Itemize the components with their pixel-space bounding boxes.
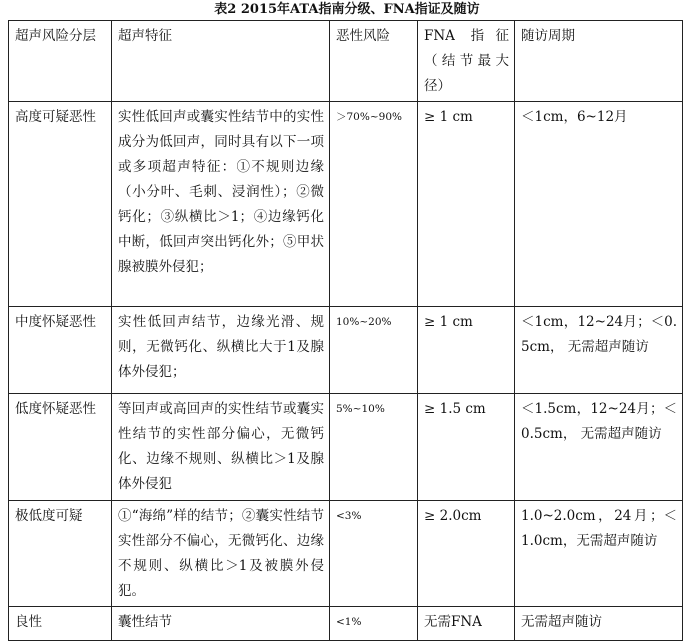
cell-followup: 无需超声随访: [515, 607, 683, 641]
cell-features: 等回声或高回声的实性结节或囊实性结节的实性部分偏心，无微钙化、边缘不规则、纵横比＞1及腺体外侵犯: [112, 394, 330, 501]
ata-guideline-table: [8, 20, 683, 641]
header-followup: 随访周期: [515, 21, 683, 102]
cell-malignancy: <3%: [330, 501, 418, 607]
table-caption: 表2 2015年ATA指南分级、FNA指证及随访: [214, 2, 480, 17]
table-row: [9, 607, 683, 641]
cell-features: ①“海绵”样的结节；②囊实性结节实性部分不偏心，无微钙化、边缘不规则、纵横比＞1及被膜外侵犯。: [112, 501, 330, 607]
cell-malignancy: <1%: [330, 607, 418, 641]
cell-fna: 无需FNA: [418, 607, 515, 641]
header-fna: FNA 指征（结节最大径）: [418, 21, 515, 102]
header-features: 超声特征: [112, 21, 330, 102]
cell-risk-level: 高度可疑恶性: [9, 102, 112, 307]
cell-malignancy: 10%~20%: [330, 307, 418, 394]
header-risk-level: 超声风险分层: [9, 21, 112, 102]
cell-followup: ＜1.5cm，12~24月；＜0.5cm， 无需超声随访: [515, 394, 683, 501]
cell-fna: ≥ 1 cm: [418, 102, 515, 307]
cell-malignancy: ＞70%~90%: [330, 102, 418, 307]
table-row: [9, 394, 683, 501]
cell-risk-level: 中度怀疑恶性: [9, 307, 112, 394]
cell-risk-level: 低度怀疑恶性: [9, 394, 112, 501]
header-malignancy: 恶性风险: [330, 21, 418, 102]
cell-malignancy: 5%~10%: [330, 394, 418, 501]
cell-followup: 1.0~2.0cm，24月；＜1.0cm，无需超声随访: [515, 501, 683, 607]
table-row: [9, 102, 683, 307]
cell-fna: ≥ 1.5 cm: [418, 394, 515, 501]
cell-features: 实性低回声结节，边缘光滑、规则，无微钙化、纵横比大于1及腺体外侵犯；: [112, 307, 330, 394]
cell-features: 实性低回声或囊实性结节中的实性成分为低回声，同时具有以下一项或多项超声特征：①不规则边缘（小分叶、毛刺、浸润性）；②微钙化；③纵横比＞1；④边缘钙化中断，低回声突出钙化外；⑤甲状腺被膜外侵犯；: [112, 102, 330, 307]
cell-followup: ＜1cm，12~24月；＜0.5cm， 无需超声随访: [515, 307, 683, 394]
cell-followup: ＜1cm，6~12月: [515, 102, 683, 307]
cell-fna: ≥ 2.0cm: [418, 501, 515, 607]
cell-features: 囊性结节: [112, 607, 330, 641]
table-row: [9, 501, 683, 607]
table-header-row: [9, 21, 683, 102]
table-row: [9, 307, 683, 394]
cell-risk-level: 良性: [9, 607, 112, 641]
cell-fna: ≥ 1 cm: [418, 307, 515, 394]
cell-risk-level: 极低度可疑: [9, 501, 112, 607]
